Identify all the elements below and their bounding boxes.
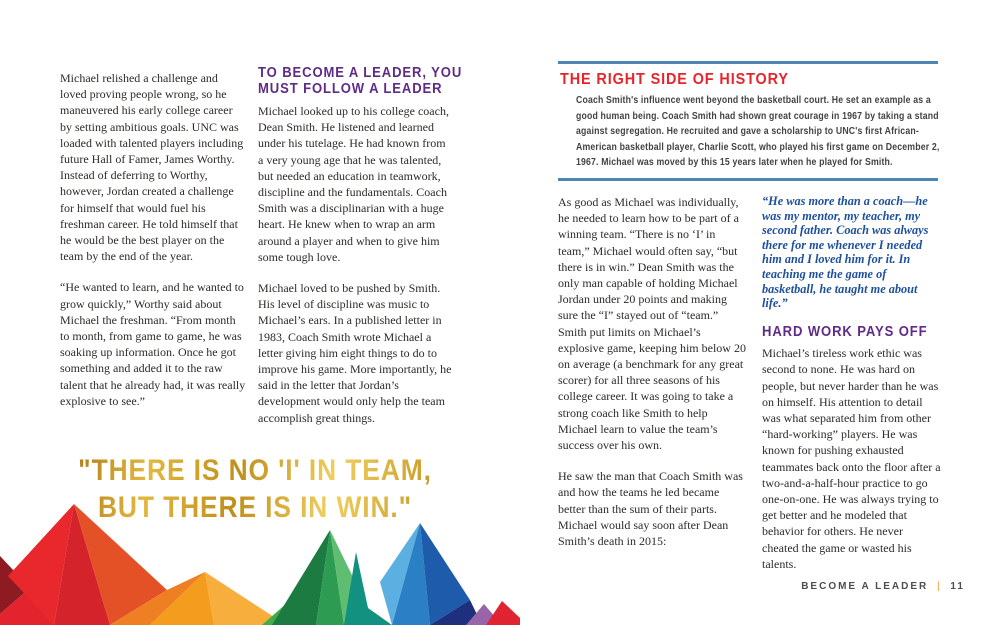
heading-line: MUST FOLLOW A LEADER [258, 80, 443, 97]
footer-section-label: BECOME A LEADER [801, 581, 929, 592]
section-body [762, 345, 942, 572]
pull-quote-line: "THERE IS NO 'I' IN TEAM, [78, 454, 432, 487]
callout-heading: THE RIGHT SIDE OF HISTORY [560, 71, 789, 88]
paragraph: Michael relished a challenge and loved proving people wrong, so he maneuvered his early college career by setting ambitious goals. UNC was loaded with talented players including future Hall of Famer, James Worthy. Instead of deferring to Worthy, however, Jordan created a challenge for himself that would fuel his freshman career. He told himself that he would be the best player on the team by the end of the year. [60, 71, 244, 264]
paragraph: “He wanted to learn, and he wanted to grow quickly,” Worthy said about Michael the freshman. “From month to month, from game to game, he was soaking up information. Once he got something and added it to the raw talent that he already had, it was really explosive to see.” [60, 280, 246, 408]
right-column-2 [762, 194, 942, 587]
coach-quote: “He was more than a coach—he was my mentor, my teacher, my second father. Coach was always there for me whenever I needed him and I loved him for it. In teaching me the game of basketball, he taught me about life.” [762, 194, 929, 311]
heading-line: TO BECOME A LEADER, YOU [258, 65, 463, 81]
section-heading: HARD WORK PAYS OFF [762, 323, 928, 340]
paragraph: As good as Michael was individually, he needed to learn how to be part of a winning team. “There is no ‘I’ in team,” Michael would often say, “but there is in win.” Dean Smith was the only man capable of holding Michael Jordan under 20 points and making sure the “I” stayed out of “team.” Smith put limits on Michael’s explosive game, keeping him below 20 on average (a benchmark for any great scorer) for all three seasons of his college career. It was going to take a strong coach like Smith to help Michael learn to value the team’s success over his own. [558, 195, 746, 453]
paragraph: Michael looked up to his college coach, Dean Smith. He listened and learned under his tutelage. He had known from a very young age that he was talented, but needed an education in teamwork, discipline and the fundamentals. Coach Smith was a disciplinarian with a huge heart. He knew when to wrap an arm around a player and when to give him some tough love. [258, 104, 449, 264]
callout-top-rule [558, 61, 938, 64]
section-body [258, 103, 452, 426]
page-footer [801, 581, 965, 592]
pull-quote-line: BUT THERE IS IN WIN." [97, 491, 413, 524]
footer-page-number: 11 [950, 581, 965, 592]
paragraph: Michael’s tireless work ethic was second to none. He was hard on people, but never harder than he was on himself. His attention to detail was what separated him from other “hard-working” players. He was known for pushing exhausted teammates back onto the floor after a two-and-a-half-hour practice to go one-on-one. He was always trying to get better and he modeled that behavior for others. He never cheated the game or wasted his talents. [762, 346, 941, 571]
low-poly-mountains-art [0, 490, 520, 625]
paragraph: He saw the man that Coach Smith was and how the teams he led became better than the sum of their parts. Michael would say soon after Dean Smith’s death in 2015: [558, 469, 743, 549]
paragraph: Michael loved to be pushed by Smith. His level of discipline was music to Michael’s ears. In a published letter in 1983, Coach Smith wrote Michael a letter giving him eight things to do to improve his game. More importantly, he said in the letter that Jordan’s development would only help the team accomplish great things. [258, 281, 452, 425]
footer-separator: | [937, 581, 942, 592]
left-column-1 [60, 70, 246, 424]
callout-body: Coach Smith's influence went beyond the basketball court. He set an example as a good human being. Coach Smith had shown great courage in 1967 by taking a stand against segregation. He recruited and gave a scholarship to UNC's first African-American basketball player, Charlie Scott, who played his first game on December 2, 1967. Michael was moved by this 15 years later when he played for Smith. [576, 94, 940, 168]
callout-bottom-rule [558, 178, 938, 181]
right-column-1 [558, 194, 748, 564]
section-heading [258, 65, 463, 97]
left-column-2 [258, 65, 463, 441]
